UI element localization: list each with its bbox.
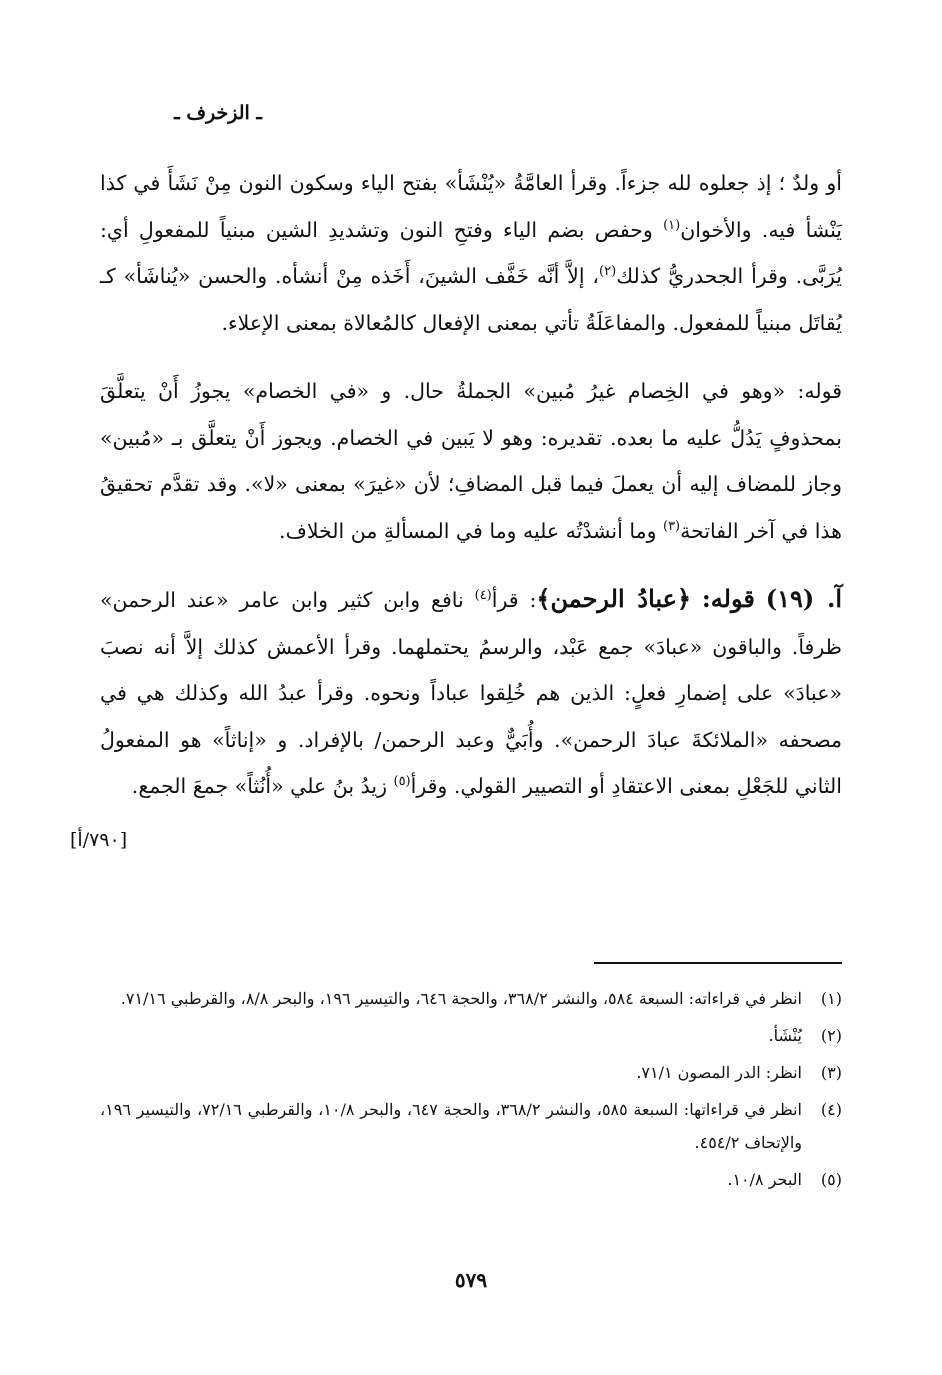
paragraph-3-text-c: زيدُ بنُ علي «أُنُثاً» جمعَ الجمع. (131, 774, 394, 798)
footnote-ref-4[interactable]: (٤) (474, 588, 492, 604)
footnote-text: انظر: الدر المصون ٧١/١. (636, 1063, 802, 1082)
page-number: ٥٧٩ (454, 1268, 488, 1292)
footnote-ref-3[interactable]: (٣) (662, 518, 681, 534)
paragraph-1-text-c: ، إلاَّ أنَّه خَفَّف الشينَ، أَخَذه مِنْ أنشأه. والحسن «يُناشَأ» كـ يُقاتَل مبنياً للمفعول. والمفاعَلَةُ تأتي بمعنى الإفعال كالمُعالاة بمعنى الإعلاء. (100, 264, 842, 335)
verse-label: قوله: (701, 584, 755, 613)
paragraph-3 (100, 576, 842, 810)
paragraph-3-text: : قرأ (491, 588, 537, 612)
footnote-text: انظر في قراءاته: السبعة ٥٨٤، والنشر ٣٦٨/٢، والحجة ٦٤٦، والتيسير ١٩٦، والبحر ٨/٨، والقرطبي ٧١/١٦. (120, 989, 802, 1008)
footnote-number: (٣) (820, 1063, 842, 1082)
paragraph-1 (100, 160, 842, 346)
footnote-number: (٤) (820, 1100, 842, 1119)
footnote-number: (١) (820, 989, 842, 1008)
footnote-number: (٢) (820, 1026, 842, 1045)
footnote-4 (100, 1093, 842, 1159)
footnote-number: (٥) (820, 1170, 842, 1189)
running-header: ـ الزخرف ـ (174, 102, 262, 124)
manuscript-folio-marker: [٧٩٠/أ] (70, 829, 128, 851)
paragraph-1-text-b: وحفص بضم الياء وفتحِ النون وتشديدِ الشين مبنياً للمفعولِ أي: يُرَبَّى. وقرأ الجحدريُّ كذلك (100, 217, 842, 288)
paragraph-2-text-b: وما أنشدْتُه عليه وما في المسألةِ من الخلاف. (279, 518, 663, 543)
footnote-2 (100, 1019, 842, 1052)
footnote-text: انظر في قراءاتها: السبعة ٥٨٥، والنشر ٣٦٨/٢، والحجة ٦٤٧، والبحر ١٠/٨، والقرطبي ٧٢/١٦، والتيسير ١٩٦، والإتحاف ٤٥٤/٢. (100, 1100, 803, 1152)
footnote-3 (100, 1056, 842, 1089)
footnotes (100, 982, 842, 1200)
paragraph-1-text: أو ولدٌ ؛ إذ جعلوه لله جزءاً. وقرأ العامَّةُ «يُنْشَأ» بفتح الياء وسكون النون مِنْ نَشَأَ في كذا يَنْشأ فيه. والأخوان (100, 171, 842, 242)
footnote-ref-5[interactable]: (٥) (393, 774, 411, 790)
paragraph-2-text: قوله: «وهو في الخِصام غيرُ مُبين» الجملةُ حال. و «في الخصام» يجوزُ أَنْ يتعلَّقَ بمحذوفٍ يَدُلُّ عليه ما بعده. تقديره: وهو لا يَبين في الخصام. ويجوز أَنْ يتعلَّق بـ «مُبين» وجاز للمضاف إليه أن يعملَ فيما قبل المضافِ؛ لأن «غيرَ» بمعنى «لا». وقد تقدَّم تحقيقُ هذا في آخر الفاتحة (100, 379, 842, 543)
footnote-ref-1[interactable]: (١) (663, 217, 681, 233)
footnote-ref-2[interactable]: (٢) (599, 264, 617, 280)
paragraph-3-text-b: نافع وابن كثير وابن عامر «عند الرحمن» ظرفاً. والباقون «عبادَ» جمع عَبْد، والرسمُ يحتملهما. وقرأ الأعمش كذلك إلاَّ أنه نصبَ «عبادَ» على إضمارِ فعلٍ: الذين هم خُلِقوا عباداً ونحوه. وقرأ عبدُ الله وكذلك هي في مصحفه «الملائكةَ عبادَ الرحمن». وأُبَيٌّ وعبد الرحمن/ بالإفراد. و «إناثاً» هو المفعولُ الثاني للجَعْلِ بمعنى الاعتقادِ أو التصيير القولي. وقرأ (100, 588, 842, 798)
footnote-text: البحر ١٠/٨. (727, 1170, 802, 1189)
footnote-text: يُنْشَأ. (768, 1026, 802, 1045)
paragraph-2 (100, 368, 842, 554)
footnote-1 (100, 982, 842, 1015)
main-text (100, 160, 842, 810)
footnote-5 (100, 1163, 842, 1196)
quran-quote: ﴿عبادُ الرحمن﴾ (536, 584, 692, 613)
verse-number: آ. (١٩) (765, 584, 843, 613)
footnote-divider (594, 962, 842, 964)
